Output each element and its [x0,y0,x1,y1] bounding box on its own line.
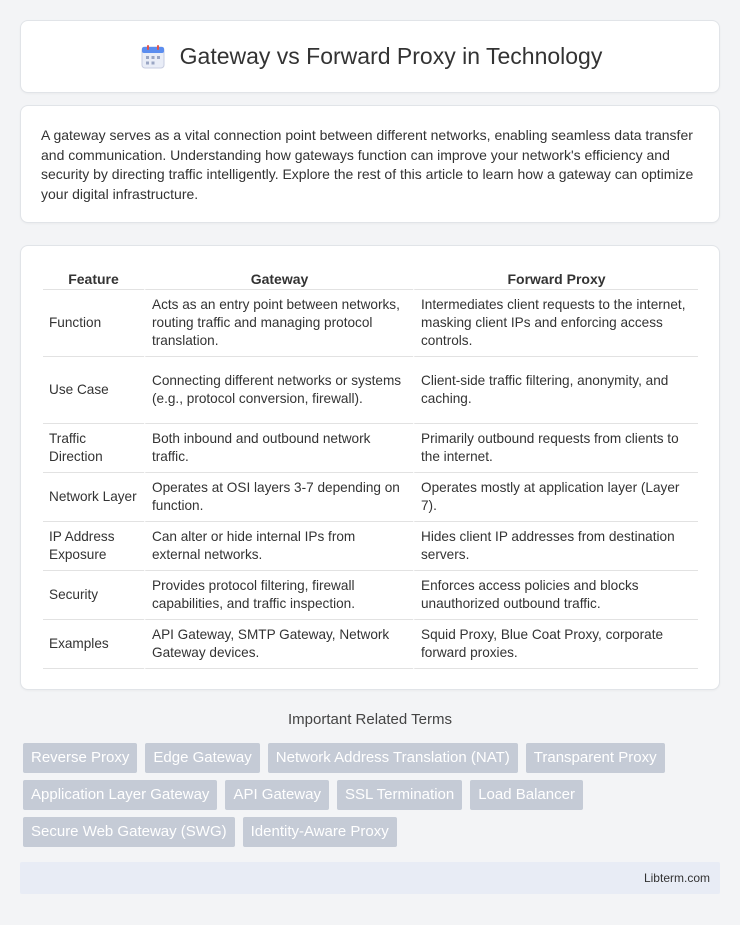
row-gateway: Provides protocol filtering, firewall capabilities, and traffic inspection. [144,571,413,620]
term-tag[interactable]: Identity-Aware Proxy [243,817,397,847]
row-feature: IP Address Exposure [43,522,144,571]
footer [20,862,720,894]
term-tag[interactable]: Transparent Proxy [526,743,665,773]
row-gateway: Connecting different networks or systems (e.g., protocol conversion, firewall). [144,357,413,424]
row-gateway: API Gateway, SMTP Gateway, Network Gateway devices. [144,620,413,669]
title-card [20,20,720,93]
comparison-table [43,266,698,669]
term-tag[interactable]: API Gateway [225,780,329,810]
table-row [43,290,698,357]
term-tag[interactable]: Load Balancer [470,780,583,810]
row-forward-proxy: Operates mostly at application layer (Layer 7). [413,473,698,522]
table-row [43,357,698,424]
related-terms-title: Important Related Terms [288,711,452,728]
row-feature: Traffic Direction [43,424,144,473]
term-tag[interactable]: Application Layer Gateway [23,780,217,810]
table-row [43,620,698,669]
comparison-card [20,245,720,690]
row-gateway: Operates at OSI layers 3-7 depending on function. [144,473,413,522]
calendar-icon [138,42,168,72]
row-forward-proxy: Primarily outbound requests from clients to the internet. [413,424,698,473]
header-feature: Feature [43,266,144,290]
row-forward-proxy: Enforces access policies and blocks unauthorized outbound traffic. [413,571,698,620]
row-forward-proxy: Hides client IP addresses from destination servers. [413,522,698,571]
term-tag[interactable]: Network Address Translation (NAT) [268,743,518,773]
intro-paragraph: A gateway serves as a vital connection point between different networks, enabling seamless data transfer and communication. Understanding how gateways function can improve your network's efficiency and security by directing traffic intelligently. Explore the rest of this article to learn how a gateway can optimize your digital infrastructure. [41,127,694,202]
header-gateway: Gateway [144,266,413,290]
table-row [43,473,698,522]
row-feature: Network Layer [43,473,144,522]
row-feature: Security [43,571,144,620]
row-gateway: Both inbound and outbound network traffic. [144,424,413,473]
table-header-row [43,266,698,290]
table-row [43,571,698,620]
term-tag[interactable]: Secure Web Gateway (SWG) [23,817,235,847]
related-terms-list [23,743,713,847]
header-forward-proxy: Forward Proxy [413,266,698,290]
row-forward-proxy: Intermediates client requests to the internet, masking client IPs and enforcing access controls. [413,290,698,357]
intro-card [20,105,720,223]
row-gateway: Can alter or hide internal IPs from external networks. [144,522,413,571]
term-tag[interactable]: Edge Gateway [145,743,259,773]
page-title: Gateway vs Forward Proxy in Technology [179,43,603,69]
row-forward-proxy: Client-side traffic filtering, anonymity, and caching. [413,357,698,424]
term-tag[interactable]: SSL Termination [337,780,462,810]
row-feature: Function [43,290,144,357]
table-row [43,522,698,571]
row-forward-proxy: Squid Proxy, Blue Coat Proxy, corporate forward proxies. [413,620,698,669]
row-gateway: Acts as an entry point between networks, routing traffic and managing protocol translation. [144,290,413,357]
term-tag[interactable]: Reverse Proxy [23,743,137,773]
table-row [43,424,698,473]
footer-site-link[interactable]: Libterm.com [643,871,710,885]
row-feature: Use Case [43,357,144,424]
row-feature: Examples [43,620,144,669]
